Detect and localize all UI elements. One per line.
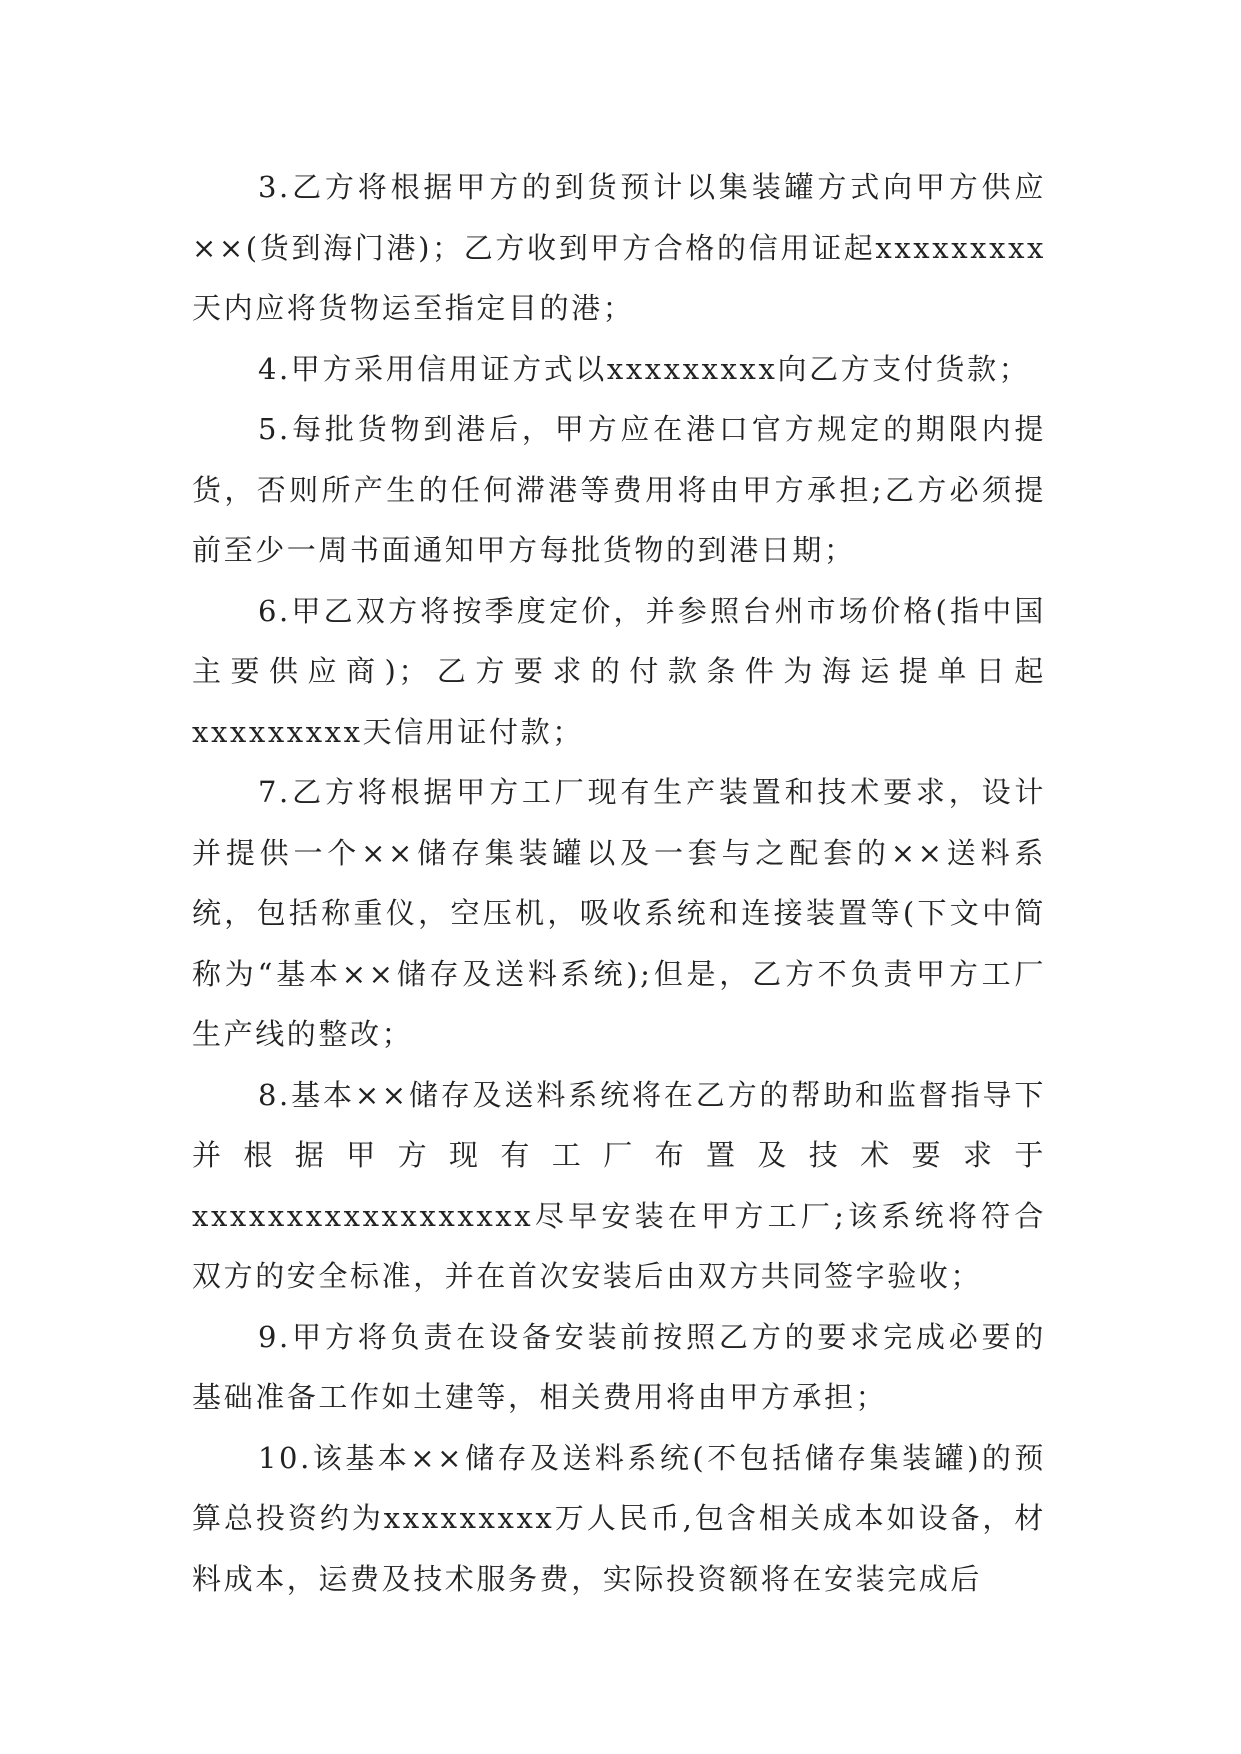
clause-8: 8.基本××储存及送料系统将在乙方的帮助和监督指导下并根据甲方现有工厂布置及技术要求于xxxxxxxxxxxxxxxxxx尽早安装在甲方工厂;该系统将符合双方的安全标准，并在首次安装后由双方共同签字验收； (192, 1077, 1046, 1293)
document-body (192, 157, 1046, 1609)
clause-5: 5.每批货物到港后，甲方应在港口官方规定的期限内提货，否则所产生的任何滞港等费用将由甲方承担;乙方必须提前至少一周书面通知甲方每批货物的到港日期； (192, 412, 1046, 567)
clause-9: 9.甲方将负责在设备安装前按照乙方的要求完成必要的基础准备工作如土建等，相关费用将由甲方承担； (192, 1319, 1046, 1414)
clause-10: 10.该基本××储存及送料系统(不包括储存集装罐)的预算总投资约为xxxxxxxxx万人民币,包含相关成本如设备，材料成本，运费及技术服务费，实际投资额将在安装完成后 (192, 1440, 1046, 1596)
clause-4: 4.甲方采用信用证方式以xxxxxxxxx向乙方支付货款； (258, 351, 1031, 386)
clause-3: 3.乙方将根据甲方的到货预计以集装罐方式向甲方供应××(货到海门港)；乙方收到甲方合格的信用证起xxxxxxxxx天内应将货物运至指定目的港； (192, 170, 1046, 325)
clause-6: 6.甲乙双方将按季度定价，并参照台州市场价格(指中国主要供应商)；乙方要求的付款条件为海运提单日起xxxxxxxxx天信用证付款； (192, 593, 1046, 749)
clause-7: 7.乙方将根据甲方工厂现有生产装置和技术要求，设计并提供一个××储存集装罐以及一套与之配套的××送料系统，包括称重仪，空压机，吸收系统和连接装置等(下文中简称为“基本××储存及送料系统);但是，乙方不负责甲方工厂生产线的整改； (192, 775, 1046, 1051)
